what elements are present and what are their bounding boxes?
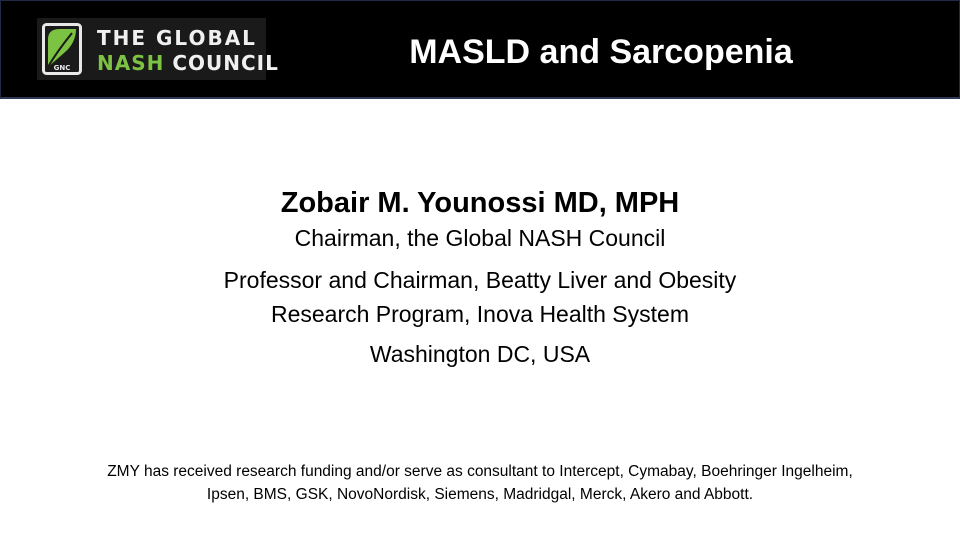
presenter-role-research-program: Research Program, Inova Health System	[270, 301, 689, 327]
logo-text-line2	[97, 53, 279, 73]
presenter-location: Washington DC, USA	[369, 341, 591, 367]
presenter-role-professor: Professor and Chairman, Beatty Liver and Obesity	[223, 267, 737, 293]
slide-header	[0, 0, 960, 99]
disclosure-statement	[0, 460, 960, 506]
global-nash-council-logo	[37, 18, 279, 80]
logo-text-nash: NASH	[97, 51, 165, 75]
presenter-name: Zobair M. Younossi MD, MPH	[280, 187, 680, 219]
slide-title: MASLD and Sarcopenia	[409, 33, 793, 71]
disclosure-line: ZMY has received research funding and/or serve as consultant to Intercept, Cymabay, Boehringer Ingelheim,	[107, 463, 853, 480]
gnc-leaf-logo-icon	[42, 23, 82, 75]
disclosure-line: Ipsen, BMS, GSK, NovoNordisk, Siemens, Madridgal, Merck, Akero and Abbott.	[206, 486, 754, 503]
logo-badge-text: GNC	[53, 64, 71, 72]
presenter-block	[0, 186, 960, 368]
logo-text-council: COUNCIL	[172, 51, 279, 75]
logo-text-line1: THE GLOBAL	[97, 26, 257, 50]
presenter-role-chairman: Chairman, the Global NASH Council	[294, 225, 666, 251]
